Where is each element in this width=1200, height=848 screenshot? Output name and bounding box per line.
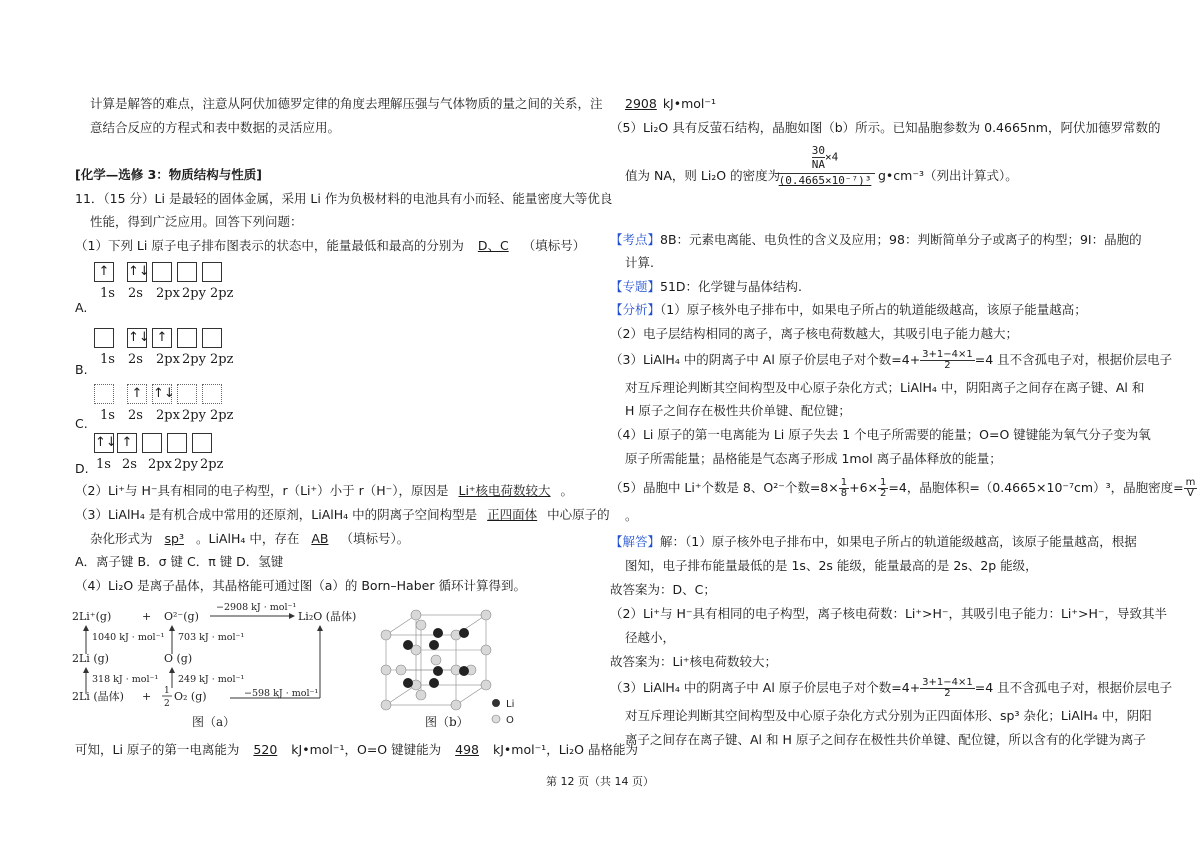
orbital-label: 1s <box>100 352 115 367</box>
part2-answer: Li⁺核电荷数较大 <box>458 483 551 498</box>
option-label-2: C. <box>75 416 88 431</box>
q11-line-2: 性能，得到广泛应用。回答下列问题： <box>90 214 303 229</box>
orbital-box <box>167 433 187 453</box>
jieda-1c: 故答案为：D、C； <box>610 582 716 597</box>
bh-sub-label: 318 kJ · mol⁻¹ <box>92 674 159 685</box>
option-label-3: D. <box>75 461 89 476</box>
li-atom <box>433 666 443 676</box>
legend-li-label: Li <box>506 699 515 710</box>
bh-o-gas: O (g) <box>164 652 193 665</box>
bh-lattice-energy: −2908 kJ · mol⁻¹ <box>216 602 297 613</box>
orbital-box <box>177 262 197 282</box>
part5-unit: g•cm⁻³（列出计算式）。 <box>878 168 1018 183</box>
bh-2li-gas: 2Li (g) <box>72 652 109 665</box>
q11-line-1: 11．（15 分）Li 是最轻的固体金属，采用 Li 作为负极材料的电池具有小而轻、能量密度大等优良 <box>75 191 613 206</box>
part3-question-1: （3）LiAlH₄ 是有机合成中常用的还原剂，LiAlH₄ 中的阴离子空间构型是 正四面体 中心原子的 <box>75 507 610 522</box>
bh-2li-ion: 2Li⁺(g) <box>72 610 112 623</box>
density-answer: $\frac{30}{NA}$ ×4 (0.4665×10⁻⁷)³ <box>775 144 875 188</box>
jieda-1: 【解答】解：（1）原子核外电子排布中，如果电子所占的轨道能级越高，该原子能量越高，根据 <box>610 534 1137 549</box>
fenxi-3b: 对互斥理论判断其空间构型及中心原子杂化方式；LiAlH₄ 中，阴阳离子之间存在离子键、Al 和 <box>625 380 1145 395</box>
o-atom <box>481 610 491 620</box>
o-atom <box>416 620 426 630</box>
bh-plus-1: + <box>142 610 152 623</box>
li-atom <box>433 628 443 638</box>
orbital-label: 2py <box>174 457 198 472</box>
orbital-label: 2s <box>122 457 137 472</box>
part4-answer-bond: 498 <box>455 742 479 757</box>
o-atom <box>481 680 491 690</box>
part5-question-1: （5）Li₂O 具有反萤石结构，晶胞如图（b）所示。已知晶胞参数为 0.4665nm，阿伏加德罗常数的 <box>610 120 1161 135</box>
o-atom <box>396 665 406 675</box>
legend-li-dot <box>492 699 500 707</box>
orbital-box: ↑↓ <box>94 433 114 453</box>
legend-o-dot <box>492 715 500 723</box>
orbital-label: 2pz <box>200 457 224 472</box>
fig-a-caption: 图（a） <box>192 715 236 729</box>
orbital-box <box>202 262 222 282</box>
orbital-label: 2pz <box>210 352 234 367</box>
fenxi-4b: 原子所需能量；晶格能是气态离子形成 1mol 离子晶体释放的能量； <box>625 451 1002 466</box>
section-title: [化学—选修 3：物质结构与性质] <box>75 167 262 182</box>
orbital-box: ↑ <box>117 433 137 453</box>
kaodian-2: 计算. <box>625 255 654 270</box>
orbital-box: ↑↓ <box>127 328 147 348</box>
o-atom <box>451 700 461 710</box>
o-atom <box>411 610 421 620</box>
bh-li2o-crystal: Li₂O (晶体) <box>298 610 357 623</box>
fenxi-2: （2）电子层结构相同的离子，离子核电荷数越大，其吸引电子能力越大； <box>610 326 1018 341</box>
jieda-3c: 离子之间存在离子键、Al 和 H 原子之间存在极性共价单键、配位键，所以含有的化学键为离子 <box>625 732 1146 747</box>
part4-answer-ie: 520 <box>253 742 278 757</box>
jieda-2a: （2）Li⁺与 H⁻具有相同的电子构型，离子核电荷数：Li⁺>H⁻，其吸引电子能力：Li⁺>H⁻，导致其半 <box>610 606 1167 621</box>
part3-options: A．离子键 B．σ 键 C．π 键 D．氢键 <box>75 554 284 569</box>
option-label-0: A. <box>75 300 88 315</box>
option-label-1: B. <box>75 362 88 377</box>
bh-half-num: 1 <box>164 686 170 696</box>
orbital-box <box>94 328 114 348</box>
orbital-label: 2s <box>128 408 143 423</box>
o-atom <box>381 700 391 710</box>
orbital-label: 2py <box>182 286 206 301</box>
orbital-box <box>202 328 222 348</box>
part3-answer-hybrid: sp³ <box>164 531 184 546</box>
bh-2li-crystal: 2Li (晶体) <box>72 690 124 703</box>
intro-line-2: 意结合反应的方程式和表中数据的灵活应用。 <box>90 120 341 135</box>
jieda-3: （3）LiAlH₄ 中的阴离子中 Al 原子价层电子对个数=4+ $\frac{3+1-4\times 1}{2}$ =4 且不含孤电子对，根据价层电子 <box>610 677 1173 699</box>
born-haber-figure <box>70 598 370 738</box>
jieda-1b: 图知，电子排布能量最低的是 1s、2s 能级，能量最高的是 2s、2p 能级， <box>625 558 1038 573</box>
zhuanti: 【专题】51D：化学键与晶体结构. <box>610 279 803 294</box>
bh-o2-gas: O₂ (g) <box>174 690 207 703</box>
bh-half-den: 2 <box>164 699 170 709</box>
part3-answer-bonds: AB <box>311 531 329 546</box>
o-atom <box>431 655 441 665</box>
bh-ea-label: 703 kJ · mol⁻¹ <box>178 632 245 643</box>
part2-question: （2）Li⁺与 H⁻具有相同的电子构型，r（Li⁺）小于 r（H⁻），原因是 Li⁺核电荷数较大 。 <box>75 483 574 498</box>
orbital-box <box>142 433 162 453</box>
fenxi-3c: H 原子之间存在极性共价单键、配位键； <box>625 403 851 418</box>
jieda-2b: 径越小， <box>625 630 676 645</box>
orbital-label: 2px <box>156 408 180 423</box>
fenxi-1: 【分析】（1）原子核外电子排布中，如果电子所占的轨道能级越高，该原子能量越高； <box>610 302 1087 317</box>
orbital-label: 2py <box>182 408 206 423</box>
jieda-2c: 故答案为：Li⁺核电荷数较大； <box>610 654 778 669</box>
bh-ie-label: 1040 kJ · mol⁻¹ <box>92 632 165 643</box>
page-footer: 第 12 页（共 14 页） <box>546 775 654 788</box>
intro-line-1: 计算是解答的难点，注意从阿伏加德罗定律的角度去理解压强与气体物质的量之间的关系，注 <box>90 96 603 111</box>
fenxi-5: （5）晶胞中 Li⁺个数是 8、O²⁻个数=8× $\frac{1}{8}$ +6× $\frac{1}{2}$ =4，晶胞体积=（0.4665×10⁻⁷cm）³，晶胞密度= $\frac{m}{V}$ <box>610 477 1196 499</box>
orbital-label: 1s <box>96 457 111 472</box>
part1-question: （1）下列 Li 原子电子排布图表示的状态中，能量最低和最高的分别为 D、C （填标号） <box>75 238 586 253</box>
li-atom <box>429 678 439 688</box>
jieda-3b: 对互斥理论判断其空间构型及中心原子杂化方式分别为正四面体形、sp³ 杂化；LiAlH₄ 中，阴阳 <box>625 708 1152 723</box>
o-atom <box>481 645 491 655</box>
orbital-label: 2s <box>128 286 143 301</box>
part1-answer: D、C <box>477 238 509 253</box>
li-atom <box>403 640 413 650</box>
li-atom <box>403 678 413 688</box>
part3-answer-shape: 正四面体 <box>487 507 538 522</box>
orbital-box <box>202 384 222 404</box>
bh-dissoc-label: 249 kJ · mol⁻¹ <box>178 674 245 685</box>
li-atom <box>429 640 439 650</box>
orbital-label: 1s <box>100 408 115 423</box>
orbital-box: ↑ <box>152 328 172 348</box>
bh-o2-ion: O²⁻(g) <box>164 610 199 623</box>
part5-question-2: 值为 NA，则 Li₂O 的密度为 <box>625 168 781 183</box>
orbital-box <box>177 328 197 348</box>
fenxi-3: （3）LiAlH₄ 中的阴离子中 Al 原子价层电子对个数=4+ $\frac{3+1-4\times 1}{2}$ =4 且不含孤电子对，根据价层电子 <box>610 349 1173 371</box>
fenxi-4a: （4）Li 原子的第一电离能为 Li 原子失去 1 个电子所需要的能量；O=O 键键能为氧气分子变为氧 <box>610 427 1151 442</box>
bh-formation-label: −598 kJ · mol⁻¹ <box>244 688 319 699</box>
li-atom <box>459 666 469 676</box>
orbital-box: ↑↓ <box>127 262 147 282</box>
orbital-box: ↑ <box>94 262 114 282</box>
fenxi-5-end: 。 <box>625 508 638 523</box>
kaodian: 【考点】8B：元素电离能、电负性的含义及应用；98：判断简单分子或离子的构型；9I：晶胞的 <box>610 232 1142 247</box>
o-atom <box>416 690 426 700</box>
orbital-label: 2pz <box>210 408 234 423</box>
legend-o-label: O <box>506 715 514 726</box>
orbital-label: 2py <box>182 352 206 367</box>
fig-b-caption: 图（b） <box>425 715 469 729</box>
o-atom <box>381 630 391 640</box>
orbital-label: 2s <box>128 352 143 367</box>
orbital-box <box>94 384 114 404</box>
lattice-answer: 2908 <box>625 96 657 111</box>
orbital-box <box>177 384 197 404</box>
li-atom <box>459 628 469 638</box>
orbital-box <box>192 433 212 453</box>
orbital-box: ↑ <box>127 384 147 404</box>
orbital-label: 2px <box>156 352 180 367</box>
orbital-label: 1s <box>100 286 115 301</box>
part4-answers: 可知，Li 原子的第一电离能为 520 kJ•mol⁻¹，O=O 键键能为 498 kJ•mol⁻¹，Li₂O 晶格能为 <box>75 742 638 757</box>
part4-question: （4）Li₂O 是离子晶体，其晶格能可通过图（a）的 Born–Haber 循环计算得到。 <box>75 578 526 593</box>
orbital-label: 2px <box>156 286 180 301</box>
orbital-label: 2px <box>148 457 172 472</box>
right-line-0: 2908 kJ•mol⁻¹ <box>625 96 717 111</box>
orbital-box: ↑↓ <box>152 384 172 404</box>
part3-question-2: 杂化形式为 sp³ 。LiAlH₄ 中，存在 AB （填标号）。 <box>90 531 410 546</box>
orbital-label: 2pz <box>210 286 234 301</box>
o-atom <box>381 665 391 675</box>
bh-plus-2: + <box>142 690 152 703</box>
orbital-box <box>152 262 172 282</box>
